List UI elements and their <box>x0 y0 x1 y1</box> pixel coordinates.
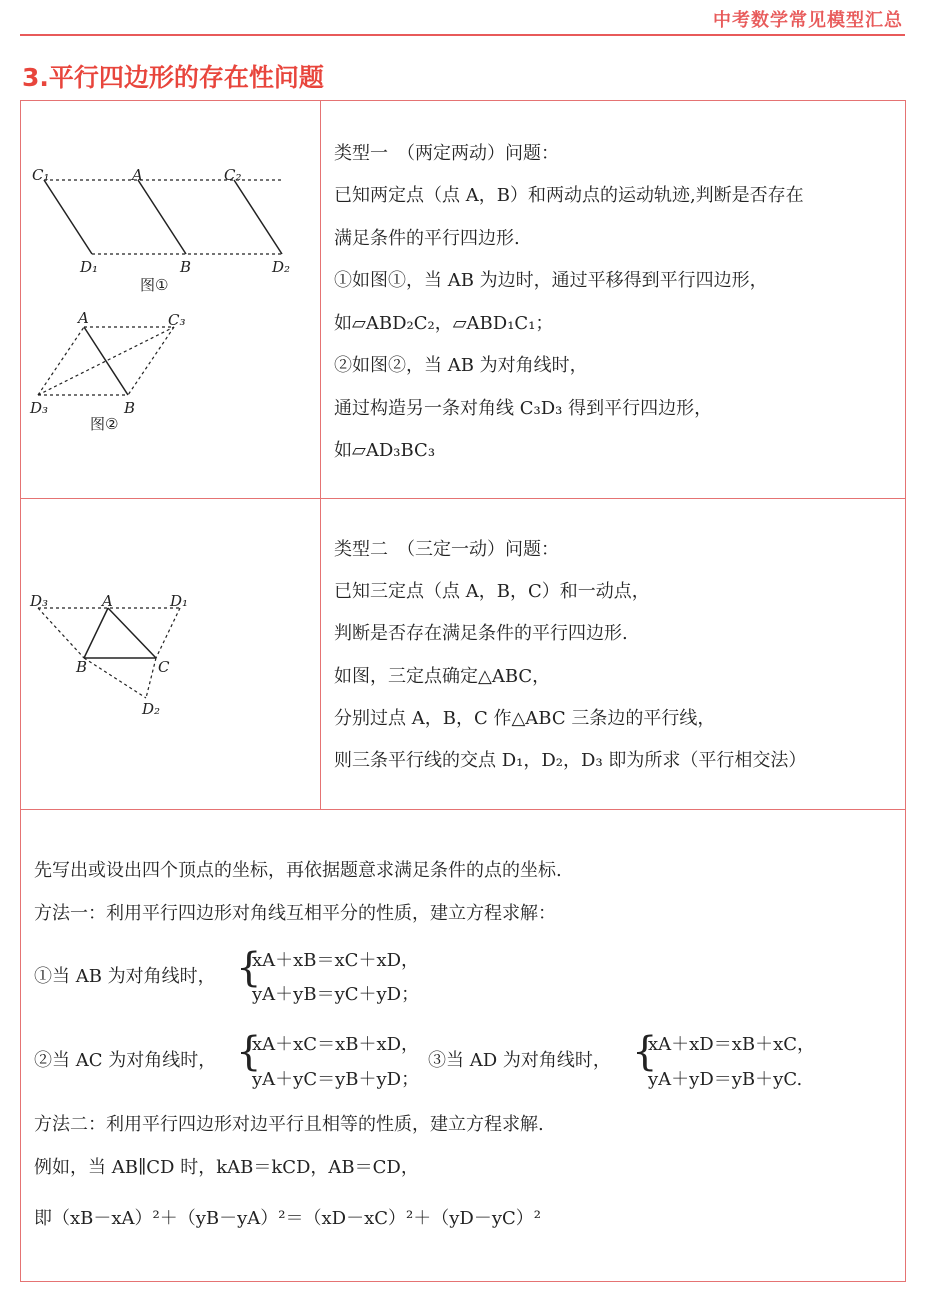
fig2-label-a: A <box>78 309 89 327</box>
figure-3 <box>28 590 208 720</box>
fig1-edge-c2d2 <box>234 180 282 254</box>
row1-line-6: ②如图②，当 AB 为对角线时， <box>334 355 588 376</box>
case2-eq1: xA＋xC＝xB＋xD， <box>252 1034 420 1055</box>
fig3-label-c: C <box>158 658 170 676</box>
fig2-label-c3: C₃ <box>168 311 186 329</box>
fig2-dashed-d3a <box>38 327 84 395</box>
fig2-label-b: B <box>124 399 136 417</box>
row1-line-4: ①如图①，当 AB 为边时，通过平移得到平行四边形， <box>334 270 768 291</box>
fig2-caption: 图② <box>90 415 119 433</box>
fig2-dashed-c3b <box>128 327 174 395</box>
fig3-dashed-d3b <box>38 608 84 658</box>
fig3-dashed-bd2 <box>84 658 146 698</box>
figure-1 <box>28 160 308 300</box>
row3-method2: 方法二：利用平行四边形对边平行且相等的性质，建立方程求解. <box>34 1114 544 1135</box>
fig3-edge-ac <box>108 608 156 658</box>
row1-line-3: 满足条件的平行四边形. <box>334 228 520 249</box>
fig3-edge-ab <box>84 608 108 658</box>
row-divider-1 <box>20 498 906 499</box>
row2-line-3: 判断是否存在满足条件的平行四边形. <box>334 623 628 644</box>
fig3-label-d1: D₁ <box>170 592 189 610</box>
section-title: 3.平行四边形的存在性问题 <box>22 63 324 92</box>
fig1-label-d2: D₂ <box>272 258 291 276</box>
row3-intro: 先写出或设出四个顶点的坐标，再依据题意求满足条件的点的坐标. <box>34 860 562 881</box>
row2-line-1: 类型二 （三定一动）问题： <box>334 539 559 560</box>
fig1-edge-c1d1 <box>44 180 92 254</box>
case2-eq2: yA＋yC＝yB＋yD； <box>252 1069 420 1090</box>
fig1-caption: 图① <box>140 276 169 294</box>
fig1-label-c1: C₁ <box>32 166 50 184</box>
fig2-label-d3: D₃ <box>30 399 49 417</box>
row1-line-5: 如▱ABD₂C₂，▱ABD₁C₁； <box>334 313 554 334</box>
case1-label: ①当 AB 为对角线时， <box>34 966 216 987</box>
row2-line-6: 则三条平行线的交点 D₁，D₂，D₃ 即为所求（平行相交法） <box>334 750 807 771</box>
case2-label: ②当 AC 为对角线时， <box>34 1050 217 1071</box>
row3-formula: 即（xB－xA）²＋（yB－yA）²＝（xD－xC）²＋（yD－yC）² <box>34 1208 542 1229</box>
header-brand: 中考数学常见模型汇总 <box>713 10 903 31</box>
row1-line-8: 如▱AD₃BC₃ <box>334 440 436 461</box>
row-divider-2 <box>20 809 906 810</box>
row3-example: 例如，当 AB∥CD 时，kAB＝kCD，AB＝CD， <box>34 1157 419 1178</box>
row2-line-5: 分别过点 A，B，C 作△ABC 三条边的平行线， <box>334 708 716 729</box>
fig1-label-d1: D₁ <box>80 258 99 276</box>
fig3-label-a: A <box>102 592 113 610</box>
fig3-label-d2: D₂ <box>142 700 161 718</box>
row1-line-7: 通过构造另一条对角线 C₃D₃ 得到平行四边形， <box>334 398 713 419</box>
fig2-diagonal-ab <box>84 327 128 395</box>
case1-eq2: yA＋yB＝yC＋yD； <box>252 984 420 1005</box>
case3-eq1: xA＋xD＝xB＋xC， <box>648 1034 816 1055</box>
row1-line-2: 已知两定点（点 A，B）和两动点的运动轨迹,判断是否存在 <box>334 185 804 206</box>
column-divider <box>320 100 321 809</box>
case1-brace: { <box>236 945 262 991</box>
case3-label: ③当 AD 为对角线时， <box>428 1050 611 1071</box>
row2-line-2: 已知三定点（点 A，B，C）和一动点， <box>334 581 650 602</box>
fig3-label-b: B <box>76 658 88 676</box>
fig1-label-c2: C₂ <box>224 166 242 184</box>
fig3-label-d3: D₃ <box>30 592 49 610</box>
row1-line-1: 类型一 （两定两动）问题： <box>334 143 559 164</box>
row3-method1: 方法一：利用平行四边形对角线互相平分的性质，建立方程求解： <box>34 903 556 924</box>
case1-eq1: xA＋xB＝xC＋xD， <box>252 950 420 971</box>
case3-eq2: yA＋yD＝yB＋yC. <box>648 1069 803 1090</box>
figure-2 <box>28 305 228 435</box>
fig1-label-b: B <box>180 258 192 276</box>
fig3-dashed-d1c <box>156 608 180 658</box>
fig1-label-a: A <box>132 166 143 184</box>
fig1-edge-ab <box>138 180 186 254</box>
header-divider <box>20 34 905 36</box>
fig3-dashed-cd2 <box>146 658 156 698</box>
case2-brace: { <box>236 1029 262 1075</box>
row2-line-4: 如图，三定点确定△ABC， <box>334 666 551 687</box>
case3-brace: { <box>632 1029 658 1075</box>
